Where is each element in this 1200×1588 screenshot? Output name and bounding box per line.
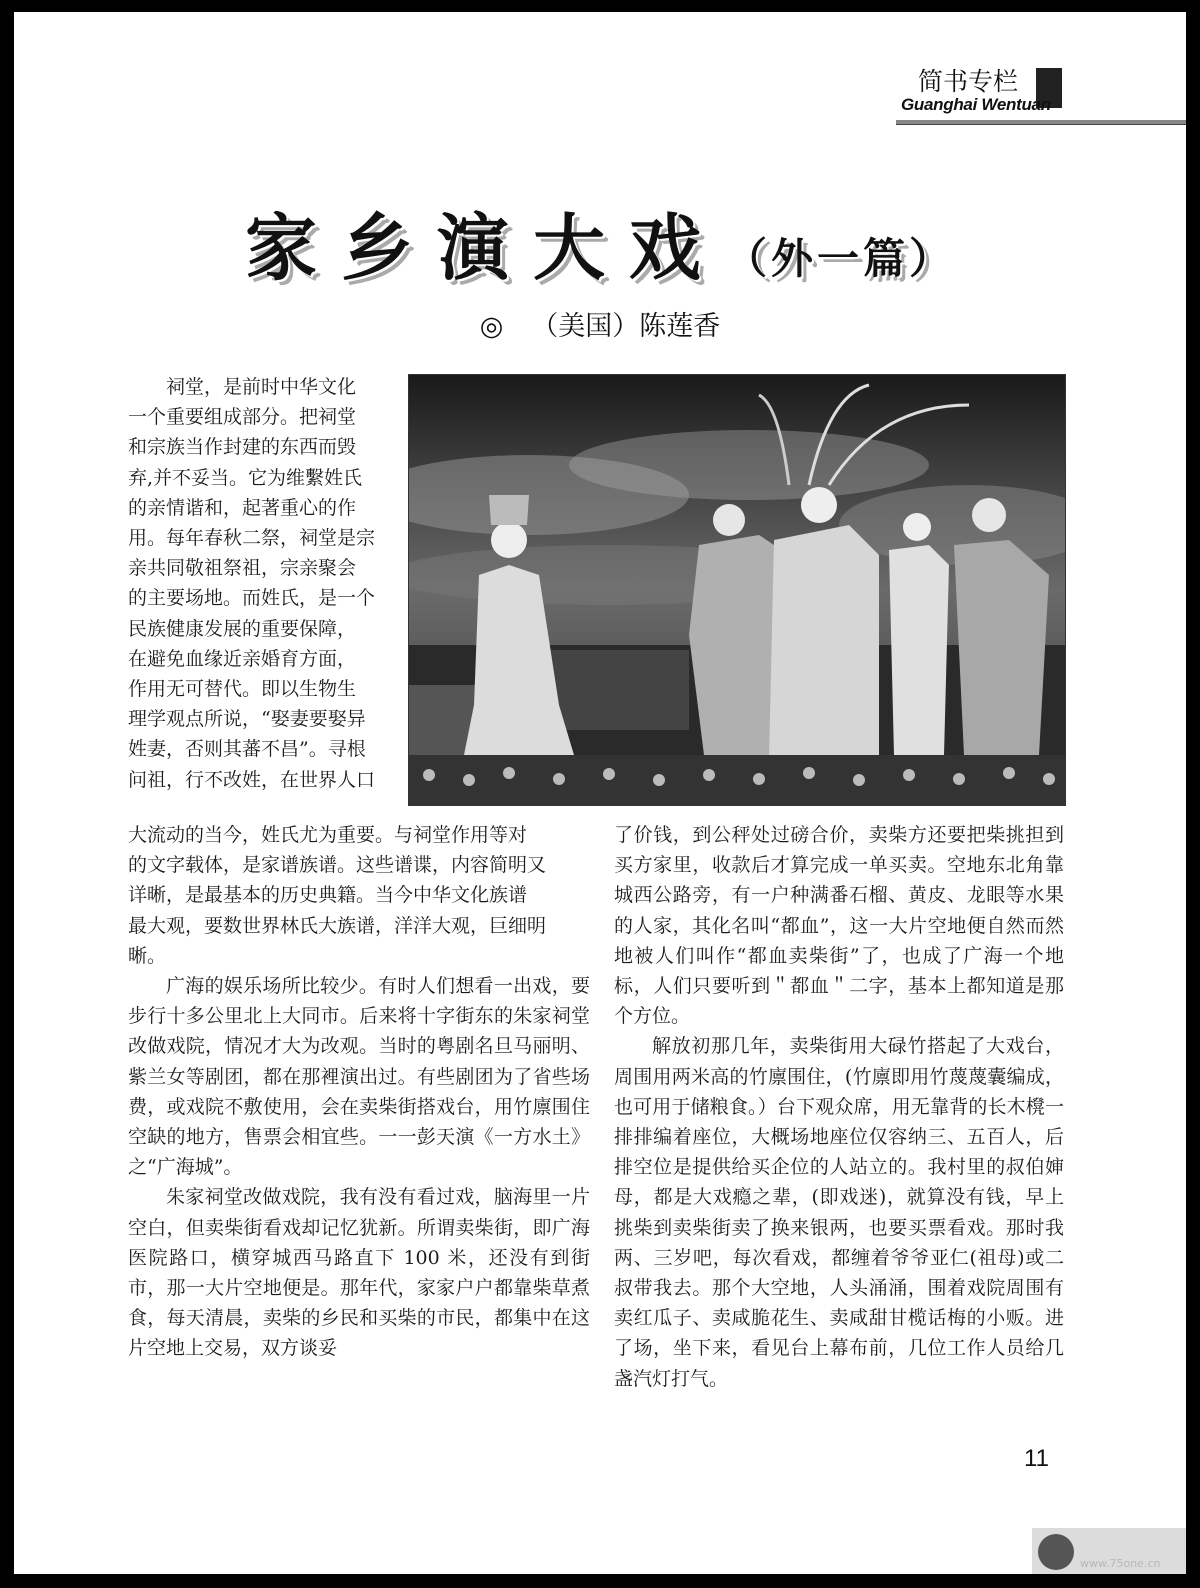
column-title-cn: 简书专栏 — [918, 67, 1019, 96]
col1-line: 弃,并不妥当。它为维繫姓氏 — [128, 466, 363, 489]
col1-line: 亲共同敬祖祭祖，宗亲聚会 — [128, 557, 357, 580]
column-header-rule — [896, 120, 1186, 125]
col1-line: 姓妻，否则其蕃不昌”。寻根 — [128, 738, 366, 761]
opera-photo — [408, 374, 1066, 806]
col1-line: 和宗族当作封建的东西而毁 — [128, 436, 357, 459]
column-1-bottom-text — [128, 820, 590, 1364]
article-title-sub: （外一篇） — [725, 234, 956, 283]
paragraph: 解放初那几年，卖柴街用大碌竹搭起了大戏台，周围用两米高的竹廪围住，(竹廪即用竹蔑蔑囊编成，也可用于储粮食。）台下观众席，用无靠背的长木櫈一排排编着座位，大概场地座位仅容纳三、五百人，后排空位是提供给买企位的人站立的。我村里的叔伯婶母，都是大戏瘾之辈，(即戏迷)，就算没有钱，早上挑柴到卖柴街卖了换来银两，也要买票看戏。那时我两、三岁吧，每次看戏，都缠着爷爷亚仁(祖母)或二叔带我去。那个大空地，人头涌涌，围着戏院周围有卖红瓜子、卖咸脆花生、卖咸甜甘榄话梅的小贩。进了场，坐下来，看见台上幕布前，几位工作人员给几盏汽灯打气。 — [614, 1035, 1064, 1390]
col1-line: 理学观点所说，“娶妻要娶异 — [128, 708, 366, 731]
col1-line: 在避免血缘近亲婚育方面， — [128, 647, 357, 670]
col1-line: 民族健康发展的重要保障， — [128, 617, 357, 640]
column-2-text — [614, 820, 1064, 1394]
col1-line: 的亲情谐和，起著重心的作 — [128, 496, 357, 519]
col1-line: 的主要场地。而姓氏，是一个 — [128, 587, 376, 610]
col1-line: 的文字载体，是家谱族谱。这些谱谍，内容简明又 — [128, 854, 547, 877]
paragraph: 广海的娱乐场所比较少。有时人们想看一出戏，要步行十多公里北上大同市。后来将十字街东的朱家祠堂改做戏院，情况才大为改观。当时的粤剧名旦马丽明、紫兰女等剧团，都在那裡演出过。有些剧团为了省些场费，或戏院不敷使用，会在卖柴街搭戏台，用竹廪围住空缺的地方，售票会相宜些。一一彭天演《一方水土》之“广海城”。 — [128, 975, 590, 1179]
article-title — [14, 190, 1186, 294]
watermark-globe-icon — [1038, 1534, 1074, 1570]
col1-line: 一个重要组成部分。把祠堂 — [128, 406, 357, 429]
opera-stage-image — [409, 375, 1065, 805]
paragraph: 朱家祠堂改做戏院，我有没有看过戏，脑海里一片空白，但卖柴街看戏却记忆犹新。所谓卖柴街，即广海医院路口，横穿城西马路直下 100 米，还没有到街市，那一大片空地便是。那年代，家家户户都靠柴草煮食，每天清晨，卖柴的乡民和买柴的市民，都集中在这片空地上交易，双方谈妥 — [128, 1186, 590, 1360]
col1-line: 最大观，要数世界林氏大族谱，洋洋大观，巨细明 — [128, 914, 547, 937]
column-title-en: Guanghai Wentuan — [901, 95, 1051, 114]
magazine-page — [14, 12, 1186, 1574]
author: （美国）陈莲香 — [531, 311, 721, 342]
col1-line: 用。每年春秋二祭，祠堂是宗 — [128, 527, 376, 550]
article-title-main: 家乡演大戏 — [244, 205, 725, 290]
page-number: 11 — [1024, 1445, 1049, 1472]
col1-line: 作用无可替代。即以生物生 — [128, 678, 357, 701]
watermark-text: www.75one.cn — [1080, 1557, 1161, 1570]
article-byline — [14, 304, 1186, 343]
col1-line: 晰。 — [128, 944, 167, 967]
column-header — [896, 60, 1186, 140]
col1-line: 问祖，行不改姓，在世界人口 — [128, 768, 376, 791]
watermark — [1032, 1528, 1186, 1574]
col1-line: 祠堂，是前时中华文化 — [166, 376, 357, 398]
col1-line: 大流动的当今，姓氏尤为重要。与祠堂作用等对 — [128, 824, 528, 846]
col1-line: 详晰，是最基本的历史典籍。当今中华文化族谱 — [128, 884, 528, 907]
byline-mark: ◎ — [479, 311, 504, 342]
column-1-top-text — [128, 372, 398, 795]
paragraph: 了价钱，到公秤处过磅合价，卖柴方还要把柴挑担到买方家里，收款后才算完成一单买卖。空地东北角靠城西公路旁，有一户种满番石榴、黄皮、龙眼等水果的人家，其化名叫“都血”，这一大片空地便自然而然地被人们叫作“都血卖柴街”了，也成了广海一个地标，人们只要听到＂都血＂二字，基本上都知道是那个方位。 — [614, 824, 1064, 1028]
